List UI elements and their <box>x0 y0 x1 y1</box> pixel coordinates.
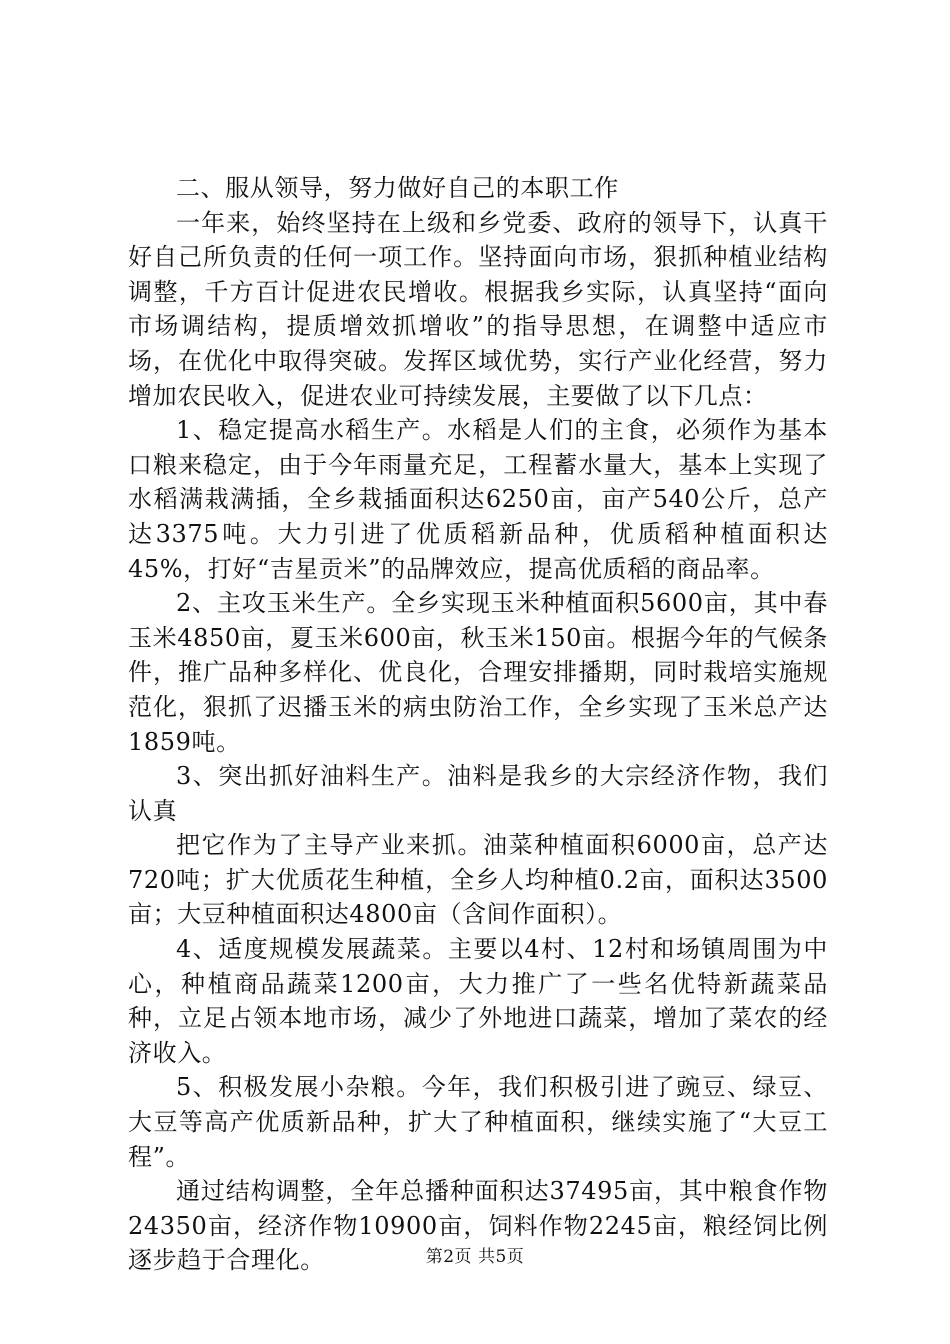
paragraph-vegetables: 4、适度规模发展蔬菜。主要以4村、12村和场镇周围为中心，种植商品蔬菜1200亩，大力推广了一些名优特新蔬菜品种，立足占领本地市场，减少了外地进口蔬菜，增加了菜农的经济收入。 <box>128 935 828 1067</box>
paragraph-minor-grains: 5、积极发展小杂粮。今年，我们积极引进了豌豆、绿豆、大豆等高产优质新品种，扩大了种植面积，继续实施了“大豆工程”。 <box>128 1073 828 1171</box>
paragraph-summary: 通过结构调整，全年总播种面积达37495亩，其中粮食作物24350亩，经济作物10900亩，饲料作物2245亩，粮经饲比例逐步趋于合理化。 <box>128 1177 828 1275</box>
paragraph-corn: 2、主攻玉米生产。全乡实现玉米种植面积5600亩，其中春玉米4850亩，夏玉米600亩，秋玉米150亩。根据今年的气候条件，推广品种多样化、优良化，合理安排播期，同时栽培实施规范化，狠抓了迟播玉米的病虫防治工作，全乡实现了玉米总产达1859吨。 <box>128 589 828 756</box>
paragraph-oil-crops: 3、突出抓好油料生产。油料是我乡的大宗经济作物，我们认真 <box>128 762 828 825</box>
document-body <box>128 171 828 1278</box>
paragraph-intro: 一年来，始终坚持在上级和乡党委、政府的领导下，认真干好自己所负责的任何一项工作。坚持面向市场，狠抓种植业结构调整，千方百计促进农民增收。根据我乡实际，认真坚持“面向市场调结构，提质增效抓增收”的指导思想，在调整中适应市场，在优化中取得突破。发挥区域优势，实行产业化经营，努力增加农民收入，促进农业可持续发展，主要做了以下几点： <box>128 208 828 410</box>
section-heading: 二、服从领导，努力做好自己的本职工作 <box>176 174 619 202</box>
paragraph-rice: 1、稳定提高水稻生产。水稻是人们的主食，必须作为基本口粮来稳定，由于今年雨量充足，工程蓄水量大，基本上实现了水稻满栽满插，全乡栽插面积达6250亩，亩产540公斤，总产达3375吨。大力引进了优质稻新品种，优质稻种植面积达45%，打好“吉星贡米”的品牌效应，提高优质稻的商品率。 <box>128 416 828 583</box>
page-indicator: 第2页 共5页 <box>425 1247 525 1267</box>
paragraph-oil-crops-continued: 把它作为了主导产业来抓。油菜种植面积6000亩，总产达720吨；扩大优质花生种植，全乡人均种植0.2亩，面积达3500亩；大豆种植面积达4800亩（含间作面积）。 <box>128 831 828 929</box>
